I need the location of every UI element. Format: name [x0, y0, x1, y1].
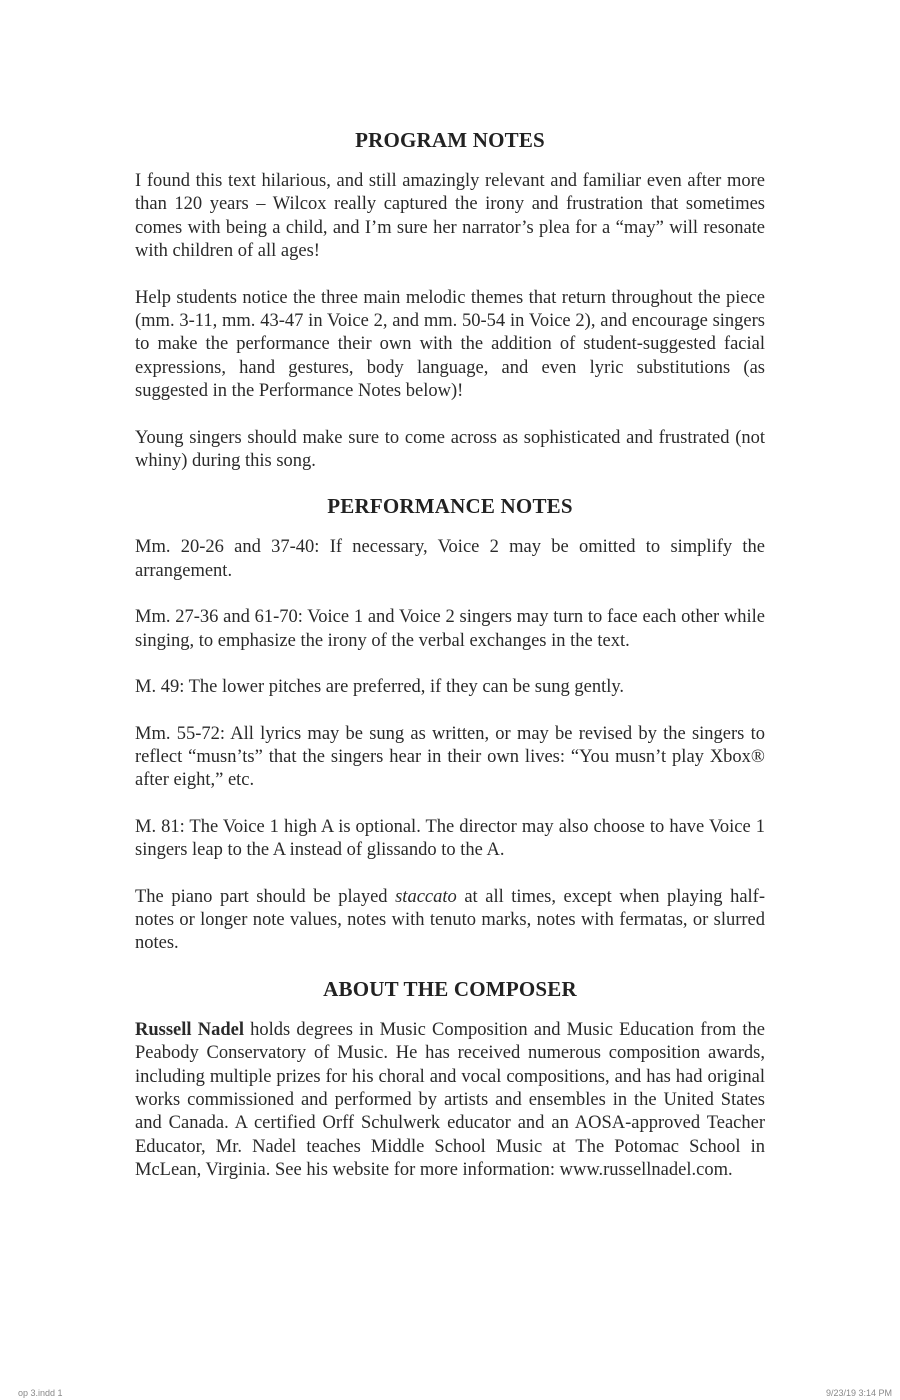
about-composer-heading: ABOUT THE COMPOSER	[323, 976, 577, 1001]
performance-notes-heading: PERFORMANCE NOTES	[327, 494, 573, 519]
performance-note-6-end: at all times, except when playing half-notes or longer note values, notes with tenuto marks, notes with fermatas, or slurred notes.	[135, 886, 765, 954]
composer-bio-text: holds degrees in Music Composition and Music Education from the Peabody Conservatory of Music. He has received numerous composition awards, including multiple prizes for his choral and vocal compositions, and has had original works commissioned and performed by artists and ensembles in the United States and Canada. A certified Orff Schulwerk educator and an AOSA-approved Teacher Educator, Mr. Nadel teaches Middle School Music at The Potomac School in McLean, Virginia. See his website for more information: www.russellnadel.com.	[135, 1019, 765, 1181]
composer-bio	[135, 1019, 765, 1183]
footer-file-label: op 3.indd 1	[18, 1388, 63, 1398]
staccato-term: staccato	[395, 886, 457, 907]
performance-note-6	[135, 886, 765, 956]
performance-note-6-start: The piano part should be played	[135, 886, 396, 907]
program-notes-paragraph-2: Help students notice the three main melodic themes that return throughout the piece (mm. 3-11, mm. 43-47 in Voice 2, and mm. 50-54 in Voice 2), and encourage singers to make the performance their own with the addition of student-suggested facial expressions, hand gestures, body language, and even lyric substitutions (as suggested in the Performance Notes below)!	[135, 287, 765, 402]
composer-name: Russell Nadel	[135, 1019, 244, 1040]
performance-note-4: Mm. 55-72: All lyrics may be sung as written, or may be revised by the singers to reflect “musn’ts” that the singers hear in their own lives: “You musn’t play Xbox® after eight,” etc.	[135, 723, 765, 791]
program-notes-heading: PROGRAM NOTES	[355, 128, 545, 152]
performance-note-5: M. 81: The Voice 1 high A is optional. The director may also choose to have Voice 1 singers leap to the A instead of glissando to the A.	[135, 816, 765, 861]
program-notes-paragraph-3: Young singers should make sure to come across as sophisticated and frustrated (not whiny) during this song.	[135, 427, 765, 472]
program-notes-paragraph-1: I found this text hilarious, and still amazingly relevant and familiar even after more than 120 years – Wilcox really captured the irony and frustration that sometimes comes with being a child, and I’m sure her narrator’s plea for a “may” will resonate with children of all ages!	[135, 171, 765, 262]
performance-note-1: Mm. 20-26 and 37-40: If necessary, Voice 2 may be omitted to simplify the arrangement.	[135, 537, 765, 581]
performance-note-3: M. 49: The lower pitches are preferred, if they can be sung gently.	[135, 677, 625, 698]
footer-timestamp: 9/23/19 3:14 PM	[825, 1388, 892, 1398]
performance-note-2: Mm. 27-36 and 61-70: Voice 1 and Voice 2 singers may turn to face each other while singing, to emphasize the irony of the verbal exchanges in the text.	[135, 607, 765, 651]
document-page	[135, 126, 765, 1183]
